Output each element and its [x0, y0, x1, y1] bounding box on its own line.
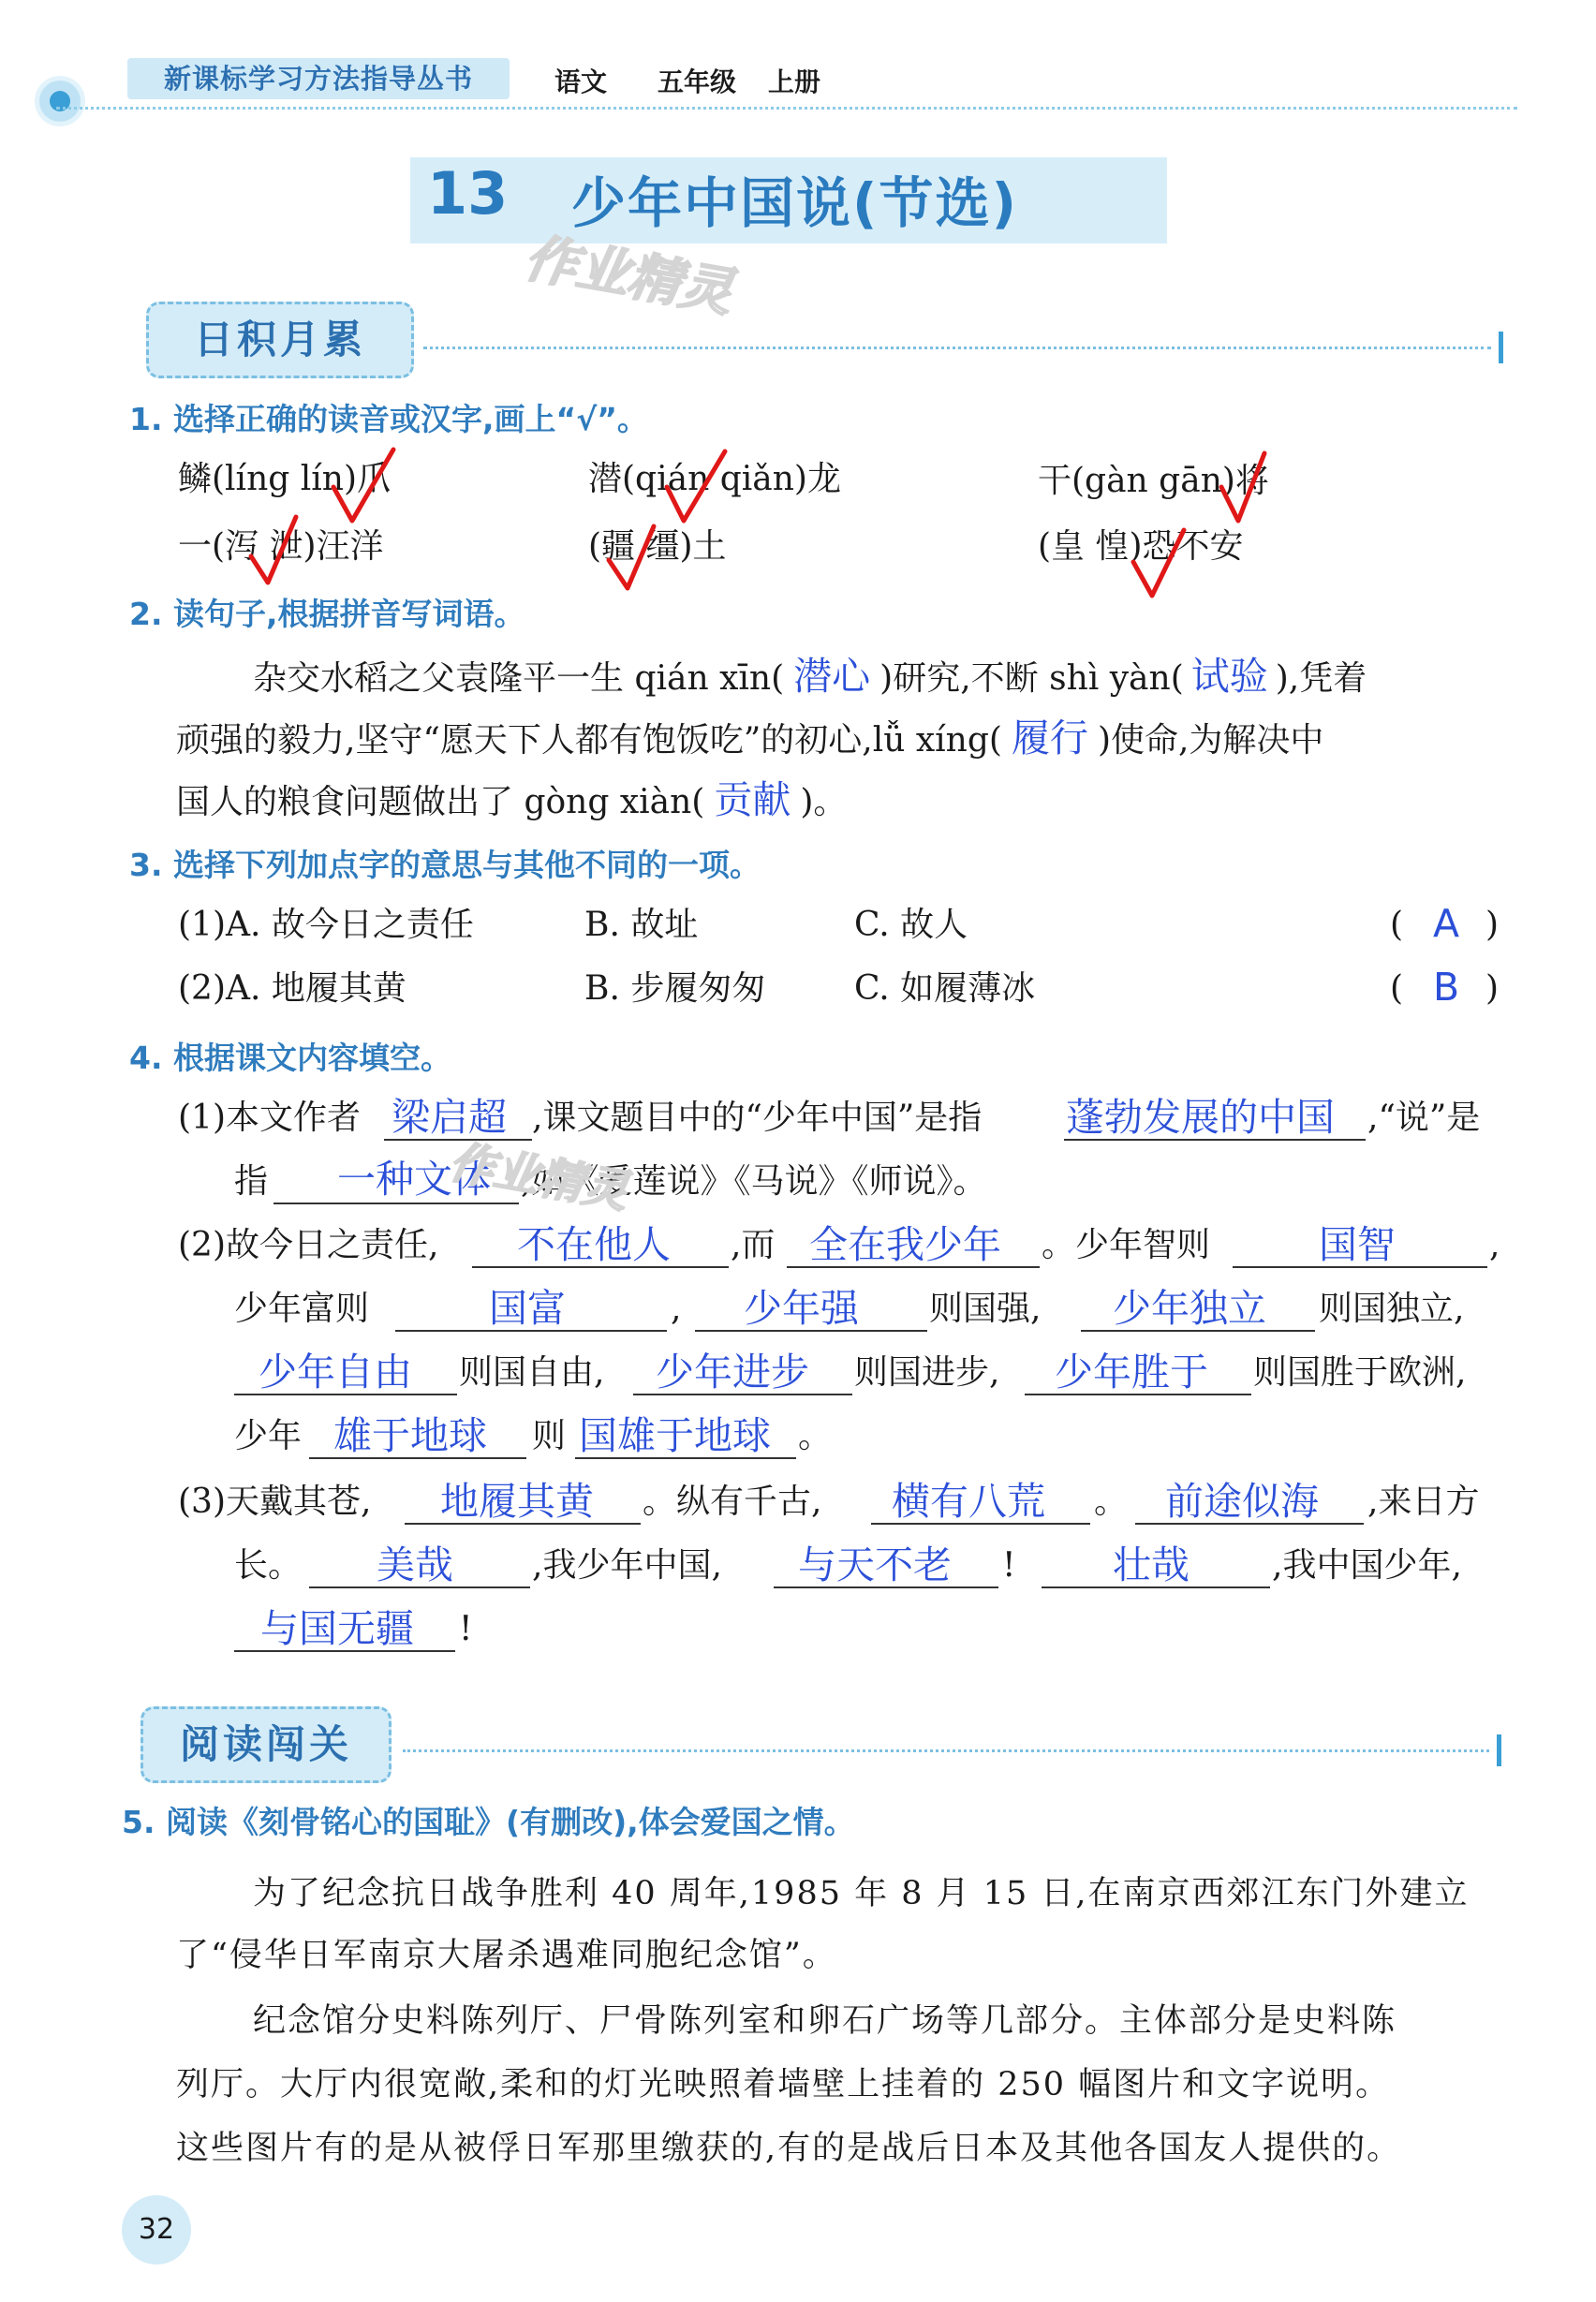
check-mark-icon — [333, 450, 393, 521]
q2-text: 杂交水稻之父袁隆平一生 qián xīn( — [253, 659, 785, 698]
q2-text: )。 — [800, 783, 848, 821]
check-marks — [0, 0, 1596, 656]
q3-option: (2)A. 地履其黄 — [178, 969, 406, 1008]
page-number: 32 — [122, 2195, 191, 2265]
q4-text: ,而 — [731, 1226, 776, 1264]
section-divider — [403, 1749, 1489, 1752]
q1-item: (疆 缰)土 — [588, 527, 727, 566]
q2-line-2 — [176, 716, 1323, 761]
q4-text: ,我中国少年, — [1272, 1546, 1462, 1585]
q4-text: (3)天戴其苍, — [178, 1483, 372, 1521]
q2-answer: 履行 — [1011, 716, 1088, 760]
q4-answer: 不在他人 — [517, 1222, 671, 1267]
q4-answer: 国智 — [1319, 1222, 1396, 1267]
q4-text: (1)本文作者 — [178, 1099, 361, 1137]
q4-answer: 美哉 — [377, 1542, 453, 1587]
q4-text: 少年富则 — [234, 1290, 370, 1328]
reading-paragraph-line: 列厅。大厅内很宽敞,柔和的灯光映照着墙壁上挂着的 250 幅图片和文字说明。 — [176, 2066, 1391, 2103]
q4-text: 。纵有千古, — [643, 1483, 822, 1521]
q3-option: C. 如履薄冰 — [854, 969, 1036, 1008]
q4-text: 则国自由, — [459, 1353, 605, 1392]
q3-option: B. 步履匆匆 — [584, 969, 766, 1008]
q2-text: 国人的粮食问题做出了 gòng xiàn( — [176, 783, 705, 821]
q4-answer: 与天不老 — [798, 1542, 952, 1587]
q3-paren: ) — [1485, 969, 1500, 1008]
grade-label: 五年级 — [658, 66, 737, 97]
section-banner-reading: 阅读闯关 — [140, 1706, 392, 1783]
q2-line-1 — [253, 654, 1367, 700]
q2-answer: 贡献 — [714, 777, 791, 822]
q1-item: 干(gàn gān)将 — [1038, 462, 1269, 500]
q4-answer: 蓬勃发展的中国 — [1066, 1095, 1335, 1140]
check-mark-icon — [1221, 453, 1264, 521]
q4-answer: 地履其黄 — [440, 1479, 594, 1524]
q4-answer: 少年进步 — [656, 1350, 809, 1394]
q4-answer: 国雄于地球 — [579, 1413, 771, 1458]
q4-answer: 梁启超 — [392, 1095, 507, 1140]
check-mark-icon — [1133, 530, 1184, 596]
q2-text: )使命,为解决中 — [1097, 721, 1324, 760]
check-mark-icon — [609, 526, 654, 588]
q3-option: B. 故址 — [584, 906, 699, 944]
q1-item: (皇 惶)恐不安 — [1038, 527, 1244, 566]
q3-option: C. 故人 — [854, 906, 968, 944]
q3-option: (1)A. 故今日之责任 — [178, 906, 474, 944]
q4-text: ,如《爱莲说》《马说》《师说》。 — [521, 1162, 987, 1201]
q2-answer: 试验 — [1190, 654, 1268, 699]
q4-answer: 前途似海 — [1165, 1479, 1319, 1524]
q2-line-3 — [176, 777, 847, 823]
q4-answer: 横有八荒 — [892, 1479, 1045, 1524]
question-3-heading: 3. 选择下列加点字的意思与其他不同的一项。 — [129, 847, 761, 883]
watermark-logo: 作业精灵 — [445, 1135, 632, 1219]
section-banner-daily: 日积月累 — [146, 302, 414, 378]
q4-answer: 少年胜于 — [1055, 1350, 1208, 1394]
q2-text: )研究,不断 shì yàn( — [879, 659, 1184, 698]
q4-text: 。 — [1094, 1483, 1129, 1521]
q4-text: , — [1489, 1226, 1500, 1264]
q4-text: ! — [1002, 1546, 1016, 1585]
q4-text: 少年 — [234, 1417, 303, 1455]
q4-answer: 国富 — [489, 1286, 566, 1331]
q4-answer: 少年强 — [744, 1286, 859, 1331]
q4-text: 则国强, — [929, 1290, 1042, 1328]
q4-text: ,我少年中国, — [532, 1546, 722, 1585]
q2-text: ),凭着 — [1275, 659, 1367, 698]
q4-text: 则 — [532, 1417, 567, 1455]
q3-answer: A — [1433, 901, 1460, 946]
reading-paragraph-line: 纪念馆分史料陈列厅、尸骨陈列室和卵石广场等几部分。主体部分是史料陈 — [253, 2002, 1397, 2040]
q3-paren: ( — [1390, 906, 1404, 944]
q4-answer: 雄于地球 — [333, 1413, 487, 1458]
q1-item: 鳞(líng lín)爪 — [178, 460, 392, 498]
q4-text: 则国进步, — [854, 1353, 1000, 1392]
check-mark-icon — [667, 451, 725, 521]
reading-paragraph-line: 了“侵华日军南京大屠杀遇难同胞纪念馆”。 — [176, 1937, 837, 1974]
q4-text: 则国独立, — [1319, 1290, 1465, 1328]
q4-text: (2)故今日之责任, — [178, 1226, 439, 1264]
q3-answer: B — [1433, 965, 1460, 1010]
q4-text: 。 — [798, 1417, 833, 1455]
reading-paragraph-line: 这些图片有的是从被俘日军那里缴获的,有的是战后日本及其他各国友人提供的。 — [176, 2130, 1402, 2167]
q2-text: 顽强的毅力,坚守“愿天下人都有饱饭吃”的初心,lǚ xíng( — [176, 721, 1002, 760]
q2-answer: 潜心 — [793, 654, 871, 699]
q4-answer: 一种文体 — [337, 1157, 491, 1202]
q4-text: ,来日方 — [1367, 1483, 1480, 1521]
q4-answer: 少年独立 — [1113, 1286, 1266, 1331]
check-mark-icon — [251, 517, 296, 583]
section-divider-end — [1497, 1734, 1501, 1766]
volume-label: 上册 — [768, 66, 821, 97]
q4-answer: 全在我少年 — [809, 1222, 1001, 1267]
q4-answer: 少年自由 — [259, 1350, 412, 1394]
q1-item: 一(泻 泄)汪洋 — [178, 527, 384, 566]
q4-text: 长。 — [234, 1546, 303, 1585]
series-title: 新课标学习方法指导丛书 — [127, 58, 510, 99]
q4-text: ! — [459, 1610, 473, 1648]
q4-answer: 壮哉 — [1113, 1542, 1190, 1587]
lesson-number: 13 — [427, 159, 509, 228]
question-1-heading: 1. 选择正确的读音或汉字,画上“√”。 — [129, 401, 648, 437]
question-5-heading: 5. 阅读《刻骨铭心的国耻》(有删改),体会爱国之情。 — [122, 1804, 855, 1840]
q4-text: , — [671, 1290, 682, 1328]
question-4-heading: 4. 根据课文内容填空。 — [129, 1040, 451, 1076]
reading-paragraph-line: 为了纪念抗日战争胜利 40 周年,1985 年 8 月 15 日,在南京西郊江东门外建立 — [253, 1875, 1470, 1912]
q4-text: ,课文题目中的“少年中国”是指 — [532, 1099, 983, 1137]
lesson-title: 少年中国说(节选) — [571, 171, 1019, 235]
q4-text: 。少年智则 — [1042, 1226, 1211, 1264]
q3-paren: ) — [1485, 906, 1500, 944]
q1-item: 潜(qián qiǎn)龙 — [588, 460, 841, 498]
subject-label: 语文 — [554, 66, 608, 97]
q4-text: 指 — [234, 1162, 269, 1201]
q3-paren: ( — [1390, 969, 1404, 1008]
q4-text: 则国胜于欧洲, — [1253, 1353, 1467, 1392]
question-2-heading: 2. 读句子,根据拼音写词语。 — [129, 596, 525, 632]
q4-answer: 与国无疆 — [260, 1606, 414, 1651]
watermark-logo: 作业精灵 — [520, 227, 738, 324]
q4-text: ,“说”是 — [1367, 1099, 1481, 1137]
